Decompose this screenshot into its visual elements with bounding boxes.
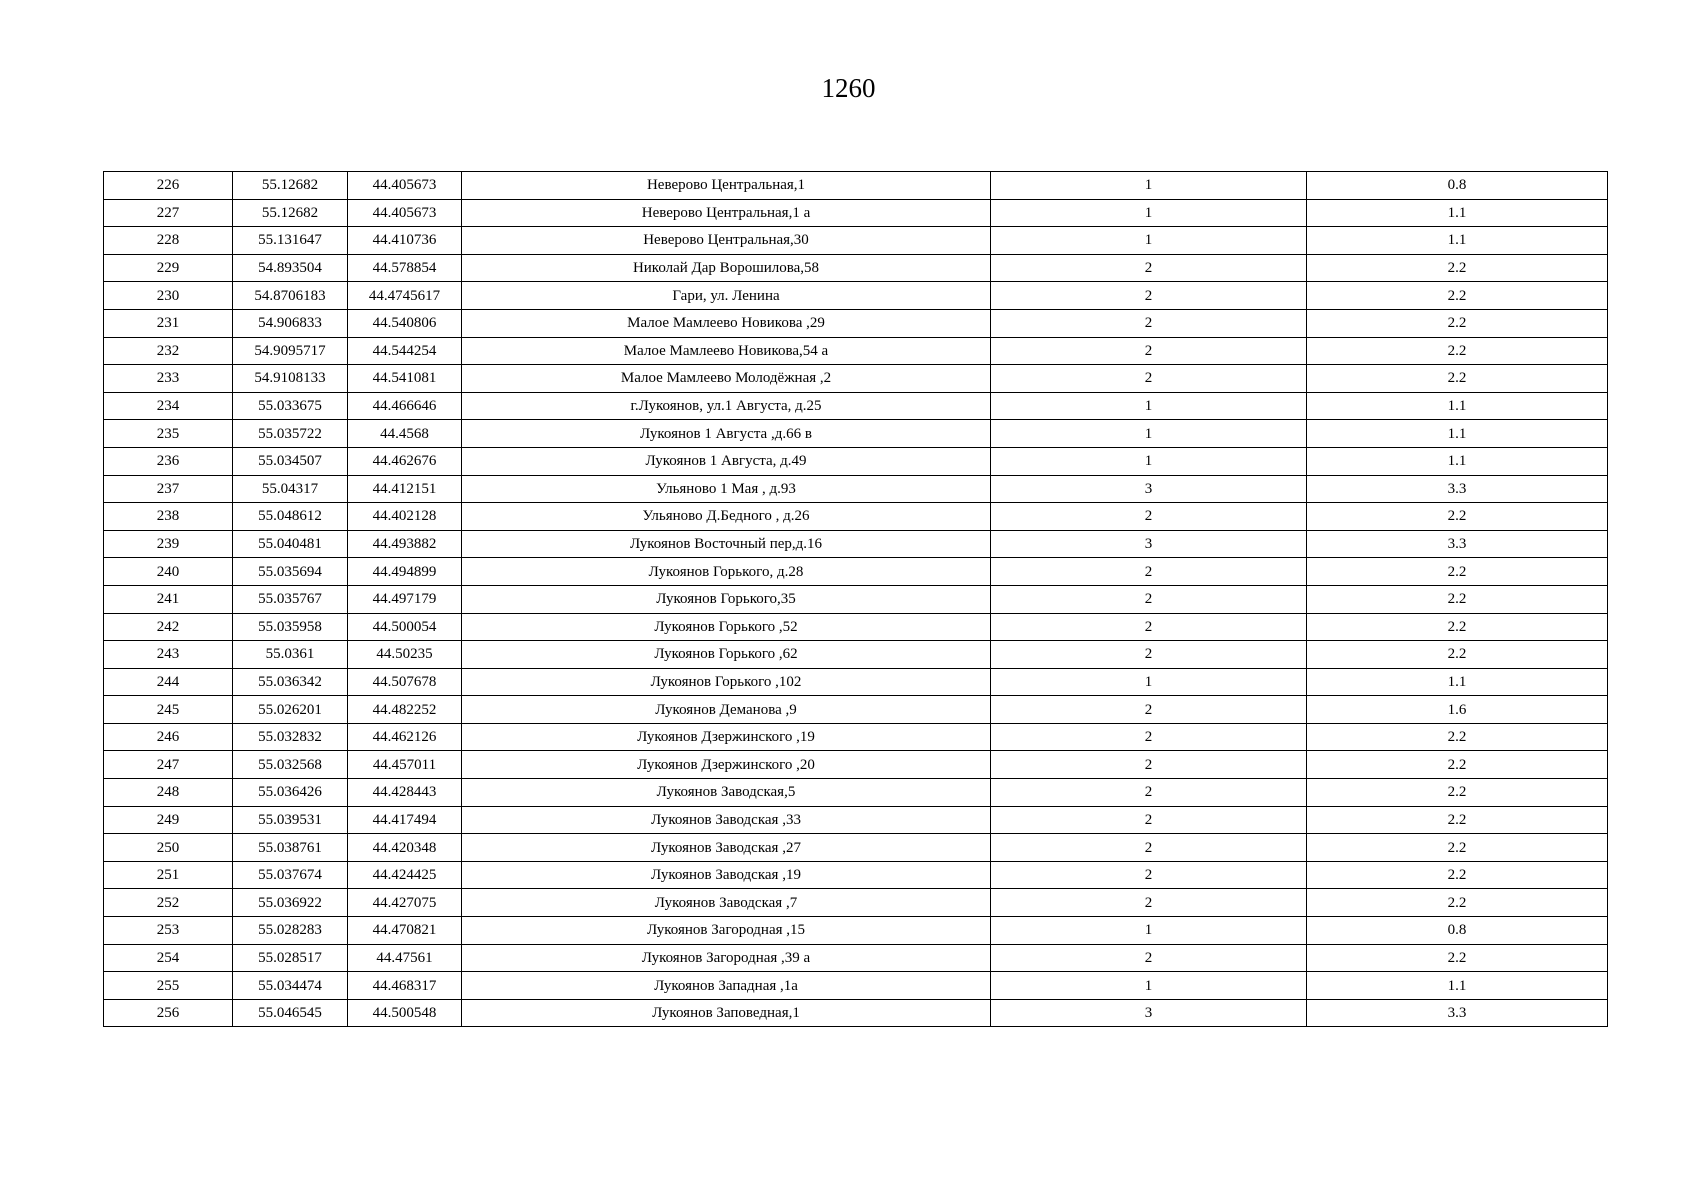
cell-latitude: 55.038761 — [233, 834, 348, 862]
cell-index: 254 — [104, 944, 233, 972]
cell-latitude: 54.906833 — [233, 309, 348, 337]
cell-volume: 2.2 — [1307, 889, 1608, 917]
cell-index: 255 — [104, 972, 233, 1000]
cell-index: 241 — [104, 585, 233, 613]
cell-address: Лукоянов Горького ,102 — [462, 668, 991, 696]
cell-volume: 1.1 — [1307, 972, 1608, 1000]
cell-index: 230 — [104, 282, 233, 310]
cell-latitude: 55.035958 — [233, 613, 348, 641]
cell-longitude: 44.507678 — [348, 668, 462, 696]
cell-volume: 2.2 — [1307, 558, 1608, 586]
cell-longitude: 44.544254 — [348, 337, 462, 365]
cell-index: 228 — [104, 227, 233, 255]
cell-index: 248 — [104, 779, 233, 807]
cell-latitude: 55.035694 — [233, 558, 348, 586]
cell-count: 2 — [991, 696, 1307, 724]
table-row — [104, 999, 1608, 1027]
cell-latitude: 55.0361 — [233, 641, 348, 669]
cell-index: 239 — [104, 530, 233, 558]
cell-longitude: 44.462126 — [348, 723, 462, 751]
table-row — [104, 917, 1608, 945]
table-row — [104, 889, 1608, 917]
cell-latitude: 55.040481 — [233, 530, 348, 558]
cell-count: 2 — [991, 806, 1307, 834]
cell-count: 2 — [991, 503, 1307, 531]
cell-latitude: 55.034507 — [233, 447, 348, 475]
cell-volume: 2.2 — [1307, 641, 1608, 669]
cell-count: 2 — [991, 309, 1307, 337]
cell-longitude: 44.500548 — [348, 999, 462, 1027]
cell-address: Лукоянов 1 Августа, д.49 — [462, 447, 991, 475]
cell-volume: 2.2 — [1307, 282, 1608, 310]
cell-address: Лукоянов Горького, д.28 — [462, 558, 991, 586]
cell-volume: 2.2 — [1307, 723, 1608, 751]
cell-volume: 2.2 — [1307, 834, 1608, 862]
cell-latitude: 55.036426 — [233, 779, 348, 807]
cell-latitude: 55.026201 — [233, 696, 348, 724]
cell-latitude: 54.9095717 — [233, 337, 348, 365]
cell-count: 3 — [991, 475, 1307, 503]
table-row — [104, 641, 1608, 669]
cell-longitude: 44.4568 — [348, 420, 462, 448]
table-row — [104, 696, 1608, 724]
cell-index: 231 — [104, 309, 233, 337]
table-row — [104, 779, 1608, 807]
cell-volume: 2.2 — [1307, 337, 1608, 365]
cell-volume: 2.2 — [1307, 806, 1608, 834]
cell-volume: 1.1 — [1307, 447, 1608, 475]
cell-latitude: 55.12682 — [233, 172, 348, 200]
cell-index: 234 — [104, 392, 233, 420]
cell-volume: 1.1 — [1307, 199, 1608, 227]
cell-address: Неверово Центральная,30 — [462, 227, 991, 255]
cell-count: 2 — [991, 779, 1307, 807]
page-number: 1260 — [821, 73, 876, 103]
cell-latitude: 55.035767 — [233, 585, 348, 613]
cell-latitude: 55.028283 — [233, 917, 348, 945]
cell-volume: 2.2 — [1307, 861, 1608, 889]
cell-index: 247 — [104, 751, 233, 779]
cell-address: Лукоянов Заводская ,27 — [462, 834, 991, 862]
table-row — [104, 392, 1608, 420]
cell-count: 2 — [991, 282, 1307, 310]
cell-index: 238 — [104, 503, 233, 531]
cell-address: Лукоянов Западная ,1а — [462, 972, 991, 1000]
table-row — [104, 530, 1608, 558]
cell-latitude: 55.036922 — [233, 889, 348, 917]
cell-address: Лукоянов Деманова ,9 — [462, 696, 991, 724]
table-row — [104, 309, 1608, 337]
table-row — [104, 861, 1608, 889]
table-row — [104, 613, 1608, 641]
cell-volume: 2.2 — [1307, 585, 1608, 613]
cell-latitude: 55.028517 — [233, 944, 348, 972]
cell-address: Лукоянов Загородная ,39 а — [462, 944, 991, 972]
cell-address: Лукоянов Горького ,52 — [462, 613, 991, 641]
cell-volume: 3.3 — [1307, 999, 1608, 1027]
cell-count: 1 — [991, 199, 1307, 227]
cell-count: 2 — [991, 641, 1307, 669]
table-row — [104, 944, 1608, 972]
cell-longitude: 44.497179 — [348, 585, 462, 613]
cell-volume: 2.2 — [1307, 309, 1608, 337]
cell-count: 2 — [991, 889, 1307, 917]
cell-count: 2 — [991, 254, 1307, 282]
cell-address: Лукоянов Дзержинского ,20 — [462, 751, 991, 779]
cell-latitude: 55.12682 — [233, 199, 348, 227]
table-row — [104, 806, 1608, 834]
cell-address: Неверово Центральная,1 — [462, 172, 991, 200]
table-body — [104, 172, 1608, 1027]
cell-longitude: 44.50235 — [348, 641, 462, 669]
cell-longitude: 44.578854 — [348, 254, 462, 282]
cell-latitude: 54.893504 — [233, 254, 348, 282]
cell-longitude: 44.4745617 — [348, 282, 462, 310]
cell-index: 242 — [104, 613, 233, 641]
cell-longitude: 44.466646 — [348, 392, 462, 420]
cell-longitude: 44.493882 — [348, 530, 462, 558]
cell-address: Лукоянов Горького ,62 — [462, 641, 991, 669]
cell-index: 252 — [104, 889, 233, 917]
cell-count: 2 — [991, 834, 1307, 862]
cell-count: 2 — [991, 365, 1307, 393]
cell-address: Лукоянов Дзержинского ,19 — [462, 723, 991, 751]
cell-longitude: 44.427075 — [348, 889, 462, 917]
cell-volume: 1.1 — [1307, 668, 1608, 696]
cell-index: 253 — [104, 917, 233, 945]
table-row — [104, 172, 1608, 200]
cell-address: Малое Мамлеево Новикова ,29 — [462, 309, 991, 337]
cell-count: 1 — [991, 668, 1307, 696]
cell-volume: 1.1 — [1307, 227, 1608, 255]
cell-address: Лукоянов Восточный пер,д.16 — [462, 530, 991, 558]
cell-longitude: 44.482252 — [348, 696, 462, 724]
table-row — [104, 972, 1608, 1000]
cell-count: 2 — [991, 558, 1307, 586]
cell-latitude: 55.037674 — [233, 861, 348, 889]
cell-volume: 0.8 — [1307, 172, 1608, 200]
cell-longitude: 44.457011 — [348, 751, 462, 779]
cell-longitude: 44.500054 — [348, 613, 462, 641]
table-row — [104, 337, 1608, 365]
table-row — [104, 723, 1608, 751]
cell-longitude: 44.410736 — [348, 227, 462, 255]
cell-longitude: 44.540806 — [348, 309, 462, 337]
cell-volume: 1.1 — [1307, 420, 1608, 448]
cell-latitude: 55.04317 — [233, 475, 348, 503]
cell-index: 244 — [104, 668, 233, 696]
cell-longitude: 44.470821 — [348, 917, 462, 945]
cell-count: 2 — [991, 944, 1307, 972]
cell-address: Гари, ул. Ленина — [462, 282, 991, 310]
cell-address: Николай Дар Ворошилова,58 — [462, 254, 991, 282]
cell-index: 251 — [104, 861, 233, 889]
cell-address: Малое Мамлеево Новикова,54 а — [462, 337, 991, 365]
cell-address: Лукоянов Заводская ,33 — [462, 806, 991, 834]
table-row — [104, 227, 1608, 255]
cell-volume: 2.2 — [1307, 254, 1608, 282]
cell-address: Лукоянов 1 Августа ,д.66 в — [462, 420, 991, 448]
table-row — [104, 585, 1608, 613]
cell-volume: 2.2 — [1307, 365, 1608, 393]
data-table — [103, 171, 1608, 1027]
table-row — [104, 503, 1608, 531]
cell-count: 1 — [991, 227, 1307, 255]
cell-count: 2 — [991, 337, 1307, 365]
cell-count: 1 — [991, 972, 1307, 1000]
cell-volume: 0.8 — [1307, 917, 1608, 945]
table-row — [104, 420, 1608, 448]
cell-address: Лукоянов Заповедная,1 — [462, 999, 991, 1027]
cell-volume: 3.3 — [1307, 475, 1608, 503]
cell-count: 1 — [991, 447, 1307, 475]
cell-index: 245 — [104, 696, 233, 724]
cell-longitude: 44.417494 — [348, 806, 462, 834]
cell-volume: 2.2 — [1307, 751, 1608, 779]
cell-latitude: 55.035722 — [233, 420, 348, 448]
cell-volume: 1.6 — [1307, 696, 1608, 724]
cell-longitude: 44.541081 — [348, 365, 462, 393]
cell-longitude: 44.402128 — [348, 503, 462, 531]
cell-latitude: 55.039531 — [233, 806, 348, 834]
cell-volume: 2.2 — [1307, 503, 1608, 531]
cell-longitude: 44.494899 — [348, 558, 462, 586]
cell-address: Лукоянов Заводская ,19 — [462, 861, 991, 889]
cell-index: 236 — [104, 447, 233, 475]
table-row — [104, 254, 1608, 282]
cell-latitude: 54.8706183 — [233, 282, 348, 310]
cell-index: 249 — [104, 806, 233, 834]
cell-longitude: 44.462676 — [348, 447, 462, 475]
cell-address: Неверово Центральная,1 а — [462, 199, 991, 227]
cell-index: 226 — [104, 172, 233, 200]
cell-volume: 2.2 — [1307, 944, 1608, 972]
cell-count: 2 — [991, 613, 1307, 641]
cell-longitude: 44.412151 — [348, 475, 462, 503]
cell-index: 227 — [104, 199, 233, 227]
cell-index: 240 — [104, 558, 233, 586]
cell-longitude: 44.405673 — [348, 172, 462, 200]
cell-count: 1 — [991, 392, 1307, 420]
table-row — [104, 668, 1608, 696]
table-row — [104, 475, 1608, 503]
cell-address: Ульяново Д.Бедного , д.26 — [462, 503, 991, 531]
cell-index: 229 — [104, 254, 233, 282]
cell-latitude: 55.032568 — [233, 751, 348, 779]
table-row — [104, 558, 1608, 586]
cell-index: 243 — [104, 641, 233, 669]
cell-longitude: 44.47561 — [348, 944, 462, 972]
table-row — [104, 365, 1608, 393]
cell-index: 246 — [104, 723, 233, 751]
cell-latitude: 55.131647 — [233, 227, 348, 255]
cell-count: 3 — [991, 530, 1307, 558]
table-row — [104, 447, 1608, 475]
cell-index: 235 — [104, 420, 233, 448]
cell-count: 2 — [991, 585, 1307, 613]
cell-count: 2 — [991, 723, 1307, 751]
cell-address: Лукоянов Загородная ,15 — [462, 917, 991, 945]
table-row — [104, 199, 1608, 227]
cell-index: 232 — [104, 337, 233, 365]
cell-address: Малое Мамлеево Молодёжная ,2 — [462, 365, 991, 393]
cell-address: Лукоянов Заводская ,7 — [462, 889, 991, 917]
cell-address: Лукоянов Горького,35 — [462, 585, 991, 613]
cell-longitude: 44.420348 — [348, 834, 462, 862]
cell-latitude: 55.046545 — [233, 999, 348, 1027]
cell-address: Лукоянов Заводская,5 — [462, 779, 991, 807]
cell-index: 237 — [104, 475, 233, 503]
cell-count: 2 — [991, 751, 1307, 779]
table-row — [104, 282, 1608, 310]
cell-latitude: 55.036342 — [233, 668, 348, 696]
cell-count: 1 — [991, 172, 1307, 200]
cell-longitude: 44.405673 — [348, 199, 462, 227]
cell-address: Ульяново 1 Мая , д.93 — [462, 475, 991, 503]
cell-index: 233 — [104, 365, 233, 393]
table-row — [104, 834, 1608, 862]
cell-volume: 1.1 — [1307, 392, 1608, 420]
cell-count: 3 — [991, 999, 1307, 1027]
cell-volume: 3.3 — [1307, 530, 1608, 558]
cell-latitude: 55.034474 — [233, 972, 348, 1000]
cell-latitude: 54.9108133 — [233, 365, 348, 393]
cell-count: 1 — [991, 420, 1307, 448]
table-row — [104, 751, 1608, 779]
cell-volume: 2.2 — [1307, 613, 1608, 641]
cell-index: 250 — [104, 834, 233, 862]
cell-address: г.Лукоянов, ул.1 Августа, д.25 — [462, 392, 991, 420]
cell-latitude: 55.048612 — [233, 503, 348, 531]
cell-longitude: 44.428443 — [348, 779, 462, 807]
cell-longitude: 44.424425 — [348, 861, 462, 889]
cell-index: 256 — [104, 999, 233, 1027]
cell-count: 1 — [991, 917, 1307, 945]
cell-count: 2 — [991, 861, 1307, 889]
cell-volume: 2.2 — [1307, 779, 1608, 807]
cell-latitude: 55.033675 — [233, 392, 348, 420]
cell-latitude: 55.032832 — [233, 723, 348, 751]
cell-longitude: 44.468317 — [348, 972, 462, 1000]
